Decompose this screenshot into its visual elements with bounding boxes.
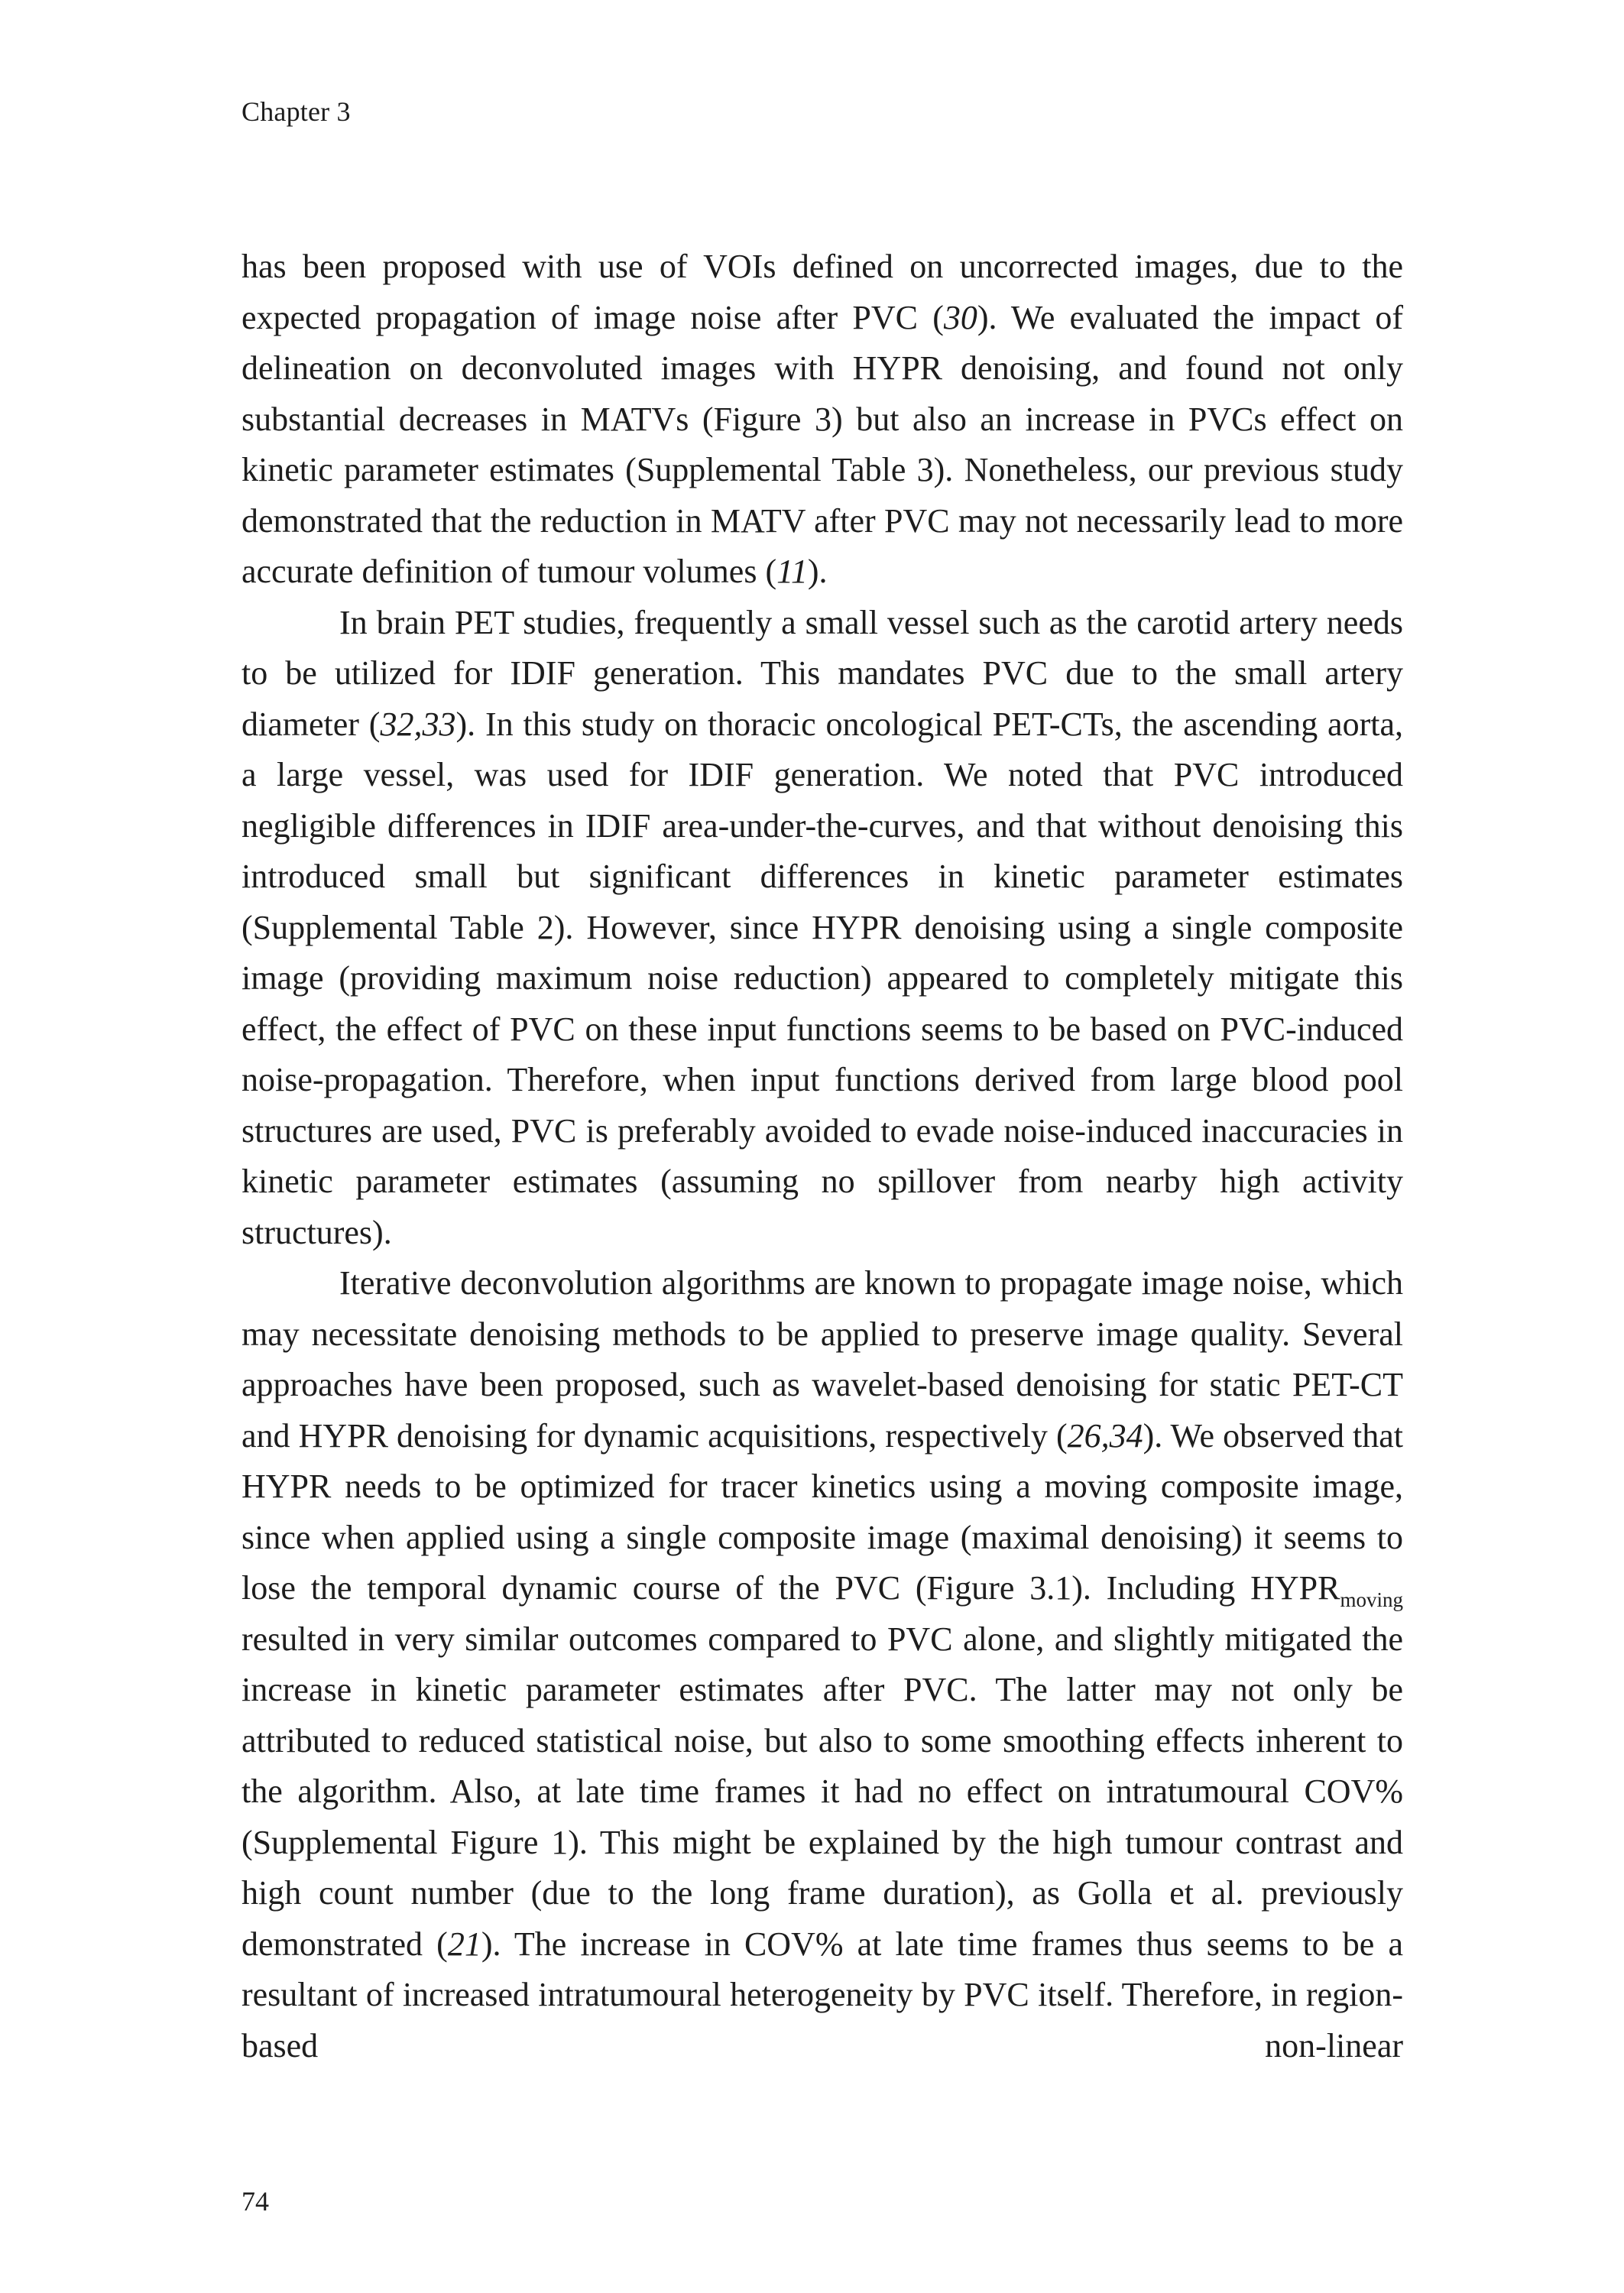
text-run: has been proposed with use of VOIs defined on uncorrected images, due to the expected propagation of image noise after PVC ( bbox=[241, 248, 1403, 336]
text-run: resulted in very similar outcomes compared to PVC alone, and slightly mitigated the increase in kinetic parameter estimates after PVC. The latter may not only be attributed to reduced statistical noise, but also to some smoothing effects inherent to the algorithm. Also, at late time frames it had no effect on intratumoural COV% (Supplemental Figure 1). This might be explained by the high tumour contrast and high count number (due to the long frame duration), as Golla et al. previously demonstrated ( bbox=[241, 1620, 1403, 1963]
citation: 26,34 bbox=[1067, 1416, 1143, 1455]
citation: 32,33 bbox=[380, 705, 456, 743]
paragraph-1 bbox=[241, 242, 1403, 598]
body-text bbox=[241, 242, 1403, 2071]
subscript: moving bbox=[1340, 1588, 1403, 1611]
text-run: ). The increase in COV% at late time frames thus seems to be a resultant of increased intratumoural heterogeneity by PVC itself. Therefore, in region-based non-linear bbox=[241, 1925, 1403, 2064]
text-run: ). In this study on thoracic oncological PET-CTs, the ascending aorta, a large vessel, was used for IDIF generation. We noted that PVC introduced negligible differences in IDIF area-under-the-curves, and that without denoising this introduced small but significant differences in kinetic parameter estimates (Supplemental Table 2). However, since HYPR denoising using a single composite image (providing maximum noise reduction) appeared to completely mitigate this effect, the effect of PVC on these input functions seems to be based on PVC-induced noise-propagation. Therefore, when input functions derived from large blood pool structures are used, PVC is preferably avoided to evade noise-induced inaccuracies in kinetic parameter estimates (assuming no spillover from nearby high activity structures). bbox=[241, 705, 1403, 1251]
text-run: ). We evaluated the impact of delineation on deconvoluted images with HYPR denoising, and found not only substantial decreases in MATVs (Figure 3) but also an increase in PVCs effect on kinetic parameter estimates (Supplemental Table 3). Nonetheless, our previous study demonstrated that the reduction in MATV after PVC may not necessarily lead to more accurate definition of tumour volumes ( bbox=[241, 298, 1403, 590]
citation: 21 bbox=[447, 1925, 481, 1963]
paragraph-3 bbox=[241, 1258, 1403, 2071]
citation: 30 bbox=[943, 298, 977, 336]
citation: 11 bbox=[776, 553, 808, 590]
paragraph-2 bbox=[241, 598, 1403, 1259]
text-run: ). bbox=[807, 553, 828, 590]
text-run: Iterative deconvolution algorithms are known to propagate image noise, which may necessitate denoising methods to be applied to preserve image quality. Several approaches have been proposed, such as wavelet-based denoising for static PET-CT and HYPR denoising for dynamic acquisitions, respectively ( bbox=[241, 1264, 1403, 1455]
text-run: In brain PET studies, frequently a small vessel such as the carotid artery needs to be utilized for IDIF generation. This mandates PVC due to the small artery diameter ( bbox=[241, 603, 1403, 743]
running-head: Chapter 3 bbox=[241, 96, 351, 127]
text-run: ). We observed that HYPR needs to be optimized for tracer kinetics using a moving composite image, since when applied using a single composite image (maximal denoising) it seems to lose the temporal dynamic course of the PVC (Figure 3.1). Including HYPR bbox=[241, 1416, 1403, 1607]
page-number: 74 bbox=[241, 2186, 269, 2217]
